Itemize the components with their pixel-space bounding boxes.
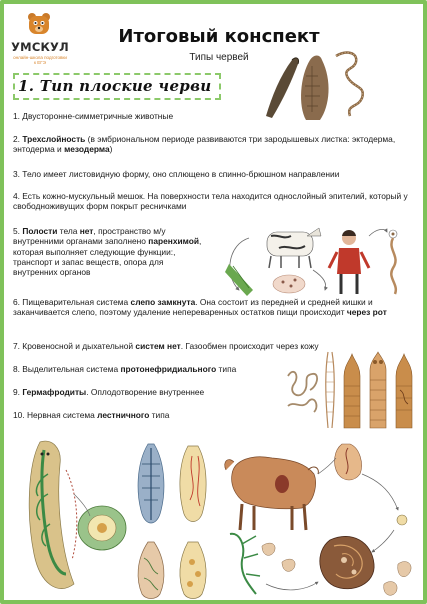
bold-term: протонефридиального <box>120 364 217 374</box>
item-text: ) <box>109 144 113 155</box>
list-item <box>13 364 283 374</box>
logo-name: УМСКУЛ <box>11 40 69 54</box>
list-item <box>13 226 205 277</box>
bold-term: мезодерма <box>64 144 110 155</box>
list-item <box>13 191 418 212</box>
bold-term: Трехслойность <box>22 134 86 144</box>
bold-term: Гермафродиты <box>22 387 87 397</box>
bear-logo-icon <box>26 12 52 36</box>
item-text: тела <box>57 226 80 236</box>
logo-tagline: онлайн-школа подготовки к ЕГЭ <box>13 55 67 65</box>
planarian-anatomy-icon <box>18 434 218 600</box>
item-text: 2. <box>13 134 23 144</box>
logo <box>10 12 70 76</box>
bold-term: через рот <box>346 307 387 318</box>
item-text: 4. Есть кожно-мускульный мешок. На поверхности тела находится однослойный эпителий, который у свободноживущих форм покрыт ресничками <box>13 191 408 212</box>
item-text: типа <box>216 364 237 374</box>
tapeworm-life-cycle-icon <box>209 224 417 298</box>
document-title: Итоговый конспект <box>118 26 320 47</box>
bold-term: лестничного <box>97 410 150 420</box>
bold-term: систем нет <box>135 341 181 351</box>
item-text: 3. Тело имеет листовидную форму, оно сплющено в спинно-брюшном направлении <box>13 169 340 179</box>
item-text: , пространство м/у внутренними органами заполнено <box>13 226 166 247</box>
list-item <box>13 111 313 121</box>
item-text: (в эмбриональном периоде развиваются три зародышевых листка: эктодерма, энтодерма и <box>13 134 396 155</box>
bold-term: нет <box>79 226 94 236</box>
item-text: 7. Кровеносной и дыхательной <box>13 341 136 351</box>
bold-term: слепо замкнута <box>130 297 196 307</box>
list-item <box>13 410 283 420</box>
item-text: 8. Выделительная система <box>13 364 121 374</box>
bold-term: Полости <box>22 226 58 236</box>
item-text: . Оплодотворение внутреннее <box>86 387 205 397</box>
liver-fluke-cycle-icon <box>222 434 419 600</box>
list-item <box>13 297 418 318</box>
list-item <box>13 169 418 179</box>
item-text: , которая выполняет следующие функции:, транспорт и запас веществ, опора для внутренних органов <box>13 236 202 278</box>
item-text: 6. Пищеварительная система <box>13 297 131 307</box>
item-text: . Газообмен происходит через кожу <box>180 341 319 351</box>
scolex-segments-icon <box>284 346 418 432</box>
item-text: 5. <box>13 226 23 236</box>
item-text: типа <box>149 410 170 420</box>
item-text: 9. <box>13 387 23 397</box>
section-title: 1. Тип плоские черви <box>18 77 212 95</box>
list-item <box>13 387 283 397</box>
item-text: 10. Нервная система <box>13 410 98 420</box>
item-text: 1. Двусторонне-симметричные животные <box>13 111 174 121</box>
bold-term: паренхимой <box>148 236 199 247</box>
list-item <box>13 134 418 155</box>
document-subtitle: Типы червей <box>189 52 249 63</box>
item-text: . Она состоит из передней и средней кишки и заканчивается слепо, поэтому удаление непереваренных остатков пищи происходит <box>13 297 373 318</box>
